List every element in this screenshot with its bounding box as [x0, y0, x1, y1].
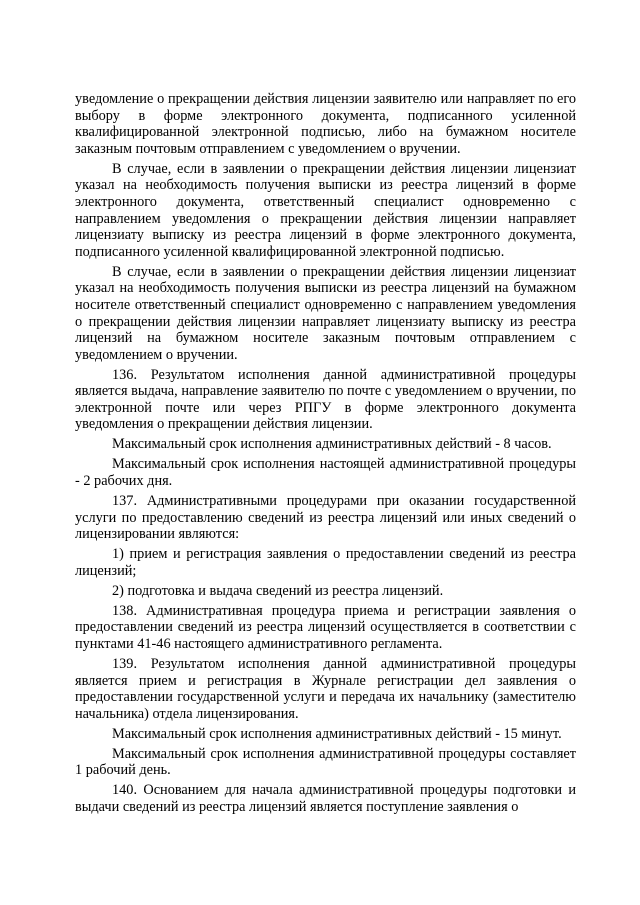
- paragraph-137: 137. Административными процедурами при оказании государственной услуги по предоставлению сведений из реестра лицензий или иных сведений о лицензировании являются:: [75, 493, 576, 543]
- paragraph-139: 139. Результатом исполнения данной административной процедуры является прием и регистрация в Журнале регистрации дел заявления о предоставлении государственной услуги и передача их начальнику (заместителю начальника) отдела лицензирования.: [75, 655, 576, 722]
- paragraph-max-time-actions-8h: Максимальный срок исполнения административных действий - 8 часов.: [112, 436, 552, 453]
- paragraph-1: уведомление о прекращении действия лицензии заявителю или направляет по его выбору в форме электронного документа, подписанного усиленной квалифицированной электронной подписью, либо на бумажном носителе заказным почтовым отправлением с уведомлением о вручении.: [75, 91, 576, 157]
- list-item-1: 1) прием и регистрация заявления о предоставлении сведений из реестра лицензий;: [75, 546, 576, 579]
- paragraph-138: 138. Административная процедура приема и регистрации заявления о предоставлении сведений из реестра лицензий осуществляется в соответствии с пунктами 41-46 настоящего административного регламента.: [75, 602, 576, 652]
- paragraph-max-time-procedure-2d: Максимальный срок исполнения настоящей административной процедуры - 2 рабочих дня.: [75, 456, 576, 490]
- paragraph-2: В случае, если в заявлении о прекращении действия лицензии лицензиат указал на необходимость получения выписки из реестра лицензий в форме электронного документа, ответственный специалист одновременно с направлением уведомления о прекращении действия лицензии направляет лицензиату выписку из реестра лицензий в форме электронного документа, подписанного усиленной квалифицированной электронной подписью.: [75, 160, 576, 260]
- paragraph-136: 136. Результатом исполнения данной административной процедуры является выдача, направление заявителю по почте с уведомлением о вручении, по электронной почте или через РПГУ в форме электронного документа уведомления о прекращении действия лицензии.: [75, 366, 576, 433]
- document-page: [75, 91, 576, 819]
- list-item-2: 2) подготовка и выдача сведений из реестра лицензий.: [112, 582, 444, 599]
- paragraph-max-time-procedure-1d: Максимальный срок исполнения административной процедуры составляет 1 рабочий день.: [75, 745, 576, 779]
- paragraph-max-time-actions-15m: Максимальный срок исполнения административных действий - 15 минут.: [112, 725, 562, 742]
- paragraph-140: 140. Основанием для начала административной процедуры подготовки и выдачи сведений из реестра лицензий является поступление заявления о: [75, 782, 576, 815]
- paragraph-3: В случае, если в заявлении о прекращении действия лицензии лицензиат указал на необходимость получения выписки из реестра лицензий на бумажном носителе ответственный специалист одновременно с направлением уведомления о прекращении действия лицензии направляет лицензиату выписку из реестра лицензий на бумажном носителе заказным почтовым отправлением с уведомлением о вручении.: [75, 263, 576, 363]
